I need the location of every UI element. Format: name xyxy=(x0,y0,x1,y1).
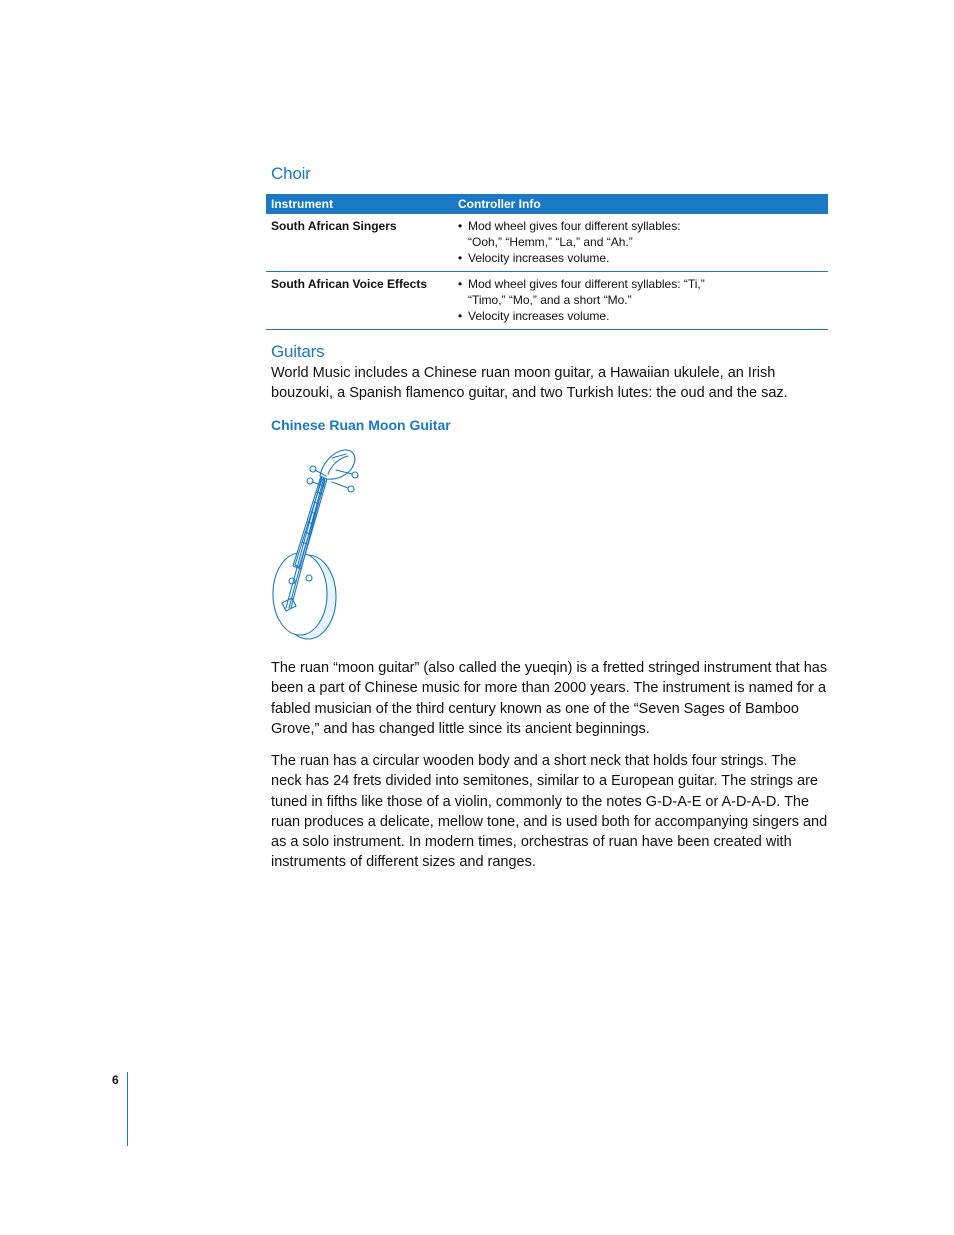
table-row xyxy=(266,272,828,330)
table-row xyxy=(266,214,828,272)
ruan-heading: Chinese Ruan Moon Guitar xyxy=(271,417,451,433)
controller-info-item: • Mod wheel gives four different syllables: “Ooh,” “Hemm,” “La,” and “Ah.” xyxy=(458,218,708,250)
guitars-heading: Guitars xyxy=(271,342,325,361)
column-header-controller-info: Controller Info xyxy=(453,194,828,214)
choir-controller-table xyxy=(266,194,828,330)
controller-info-item: • Mod wheel gives four different syllables: “Ti,” “Timo,” “Mo,” and a short “Mo.” xyxy=(458,276,708,308)
column-header-instrument: Instrument xyxy=(266,194,453,214)
controller-info-cell xyxy=(453,272,828,330)
controller-info-item: • Velocity increases volume. xyxy=(458,308,823,324)
controller-info-item: • Velocity increases volume. xyxy=(458,250,823,266)
instrument-cell: South African Voice Effects xyxy=(266,272,453,330)
ruan-paragraph: The ruan has a circular wooden body and a short neck that holds four strings. The neck has 24 frets divided into semitones, similar to a European guitar. The strings are tuned in fifths like those of a violin, commonly to the notes G-D-A-E or A-D-A-D. The ruan produces a delicate, mellow tone, and is used both for accompanying singers and as a solo instrument. In modern times, orchestras of ruan have been created with instruments of different sizes and ranges. xyxy=(271,753,828,871)
choir-heading: Choir xyxy=(271,164,311,183)
instrument-cell: South African Singers xyxy=(266,214,453,272)
page-number: 6 xyxy=(112,1073,119,1087)
ruan-moon-guitar-illustration xyxy=(262,446,372,646)
page-margin-rule xyxy=(127,1072,128,1146)
controller-info-cell xyxy=(453,214,828,272)
ruan-paragraph: The ruan “moon guitar” (also called the yueqin) is a fretted stringed instrument that has been a part of Chinese music for more than 2000 years. The instrument is named for a fabled musician of the third century known as one of the “Seven Sages of Bamboo Grove,” and has changed little since its ancient beginnings. xyxy=(271,660,828,737)
table-header-row xyxy=(266,194,828,214)
guitars-intro: World Music includes a Chinese ruan moon guitar, a Hawaiian ukulele, an Irish bouzouki, a Spanish flamenco guitar, and two Turkish lutes: the oud and the saz. xyxy=(271,365,788,402)
